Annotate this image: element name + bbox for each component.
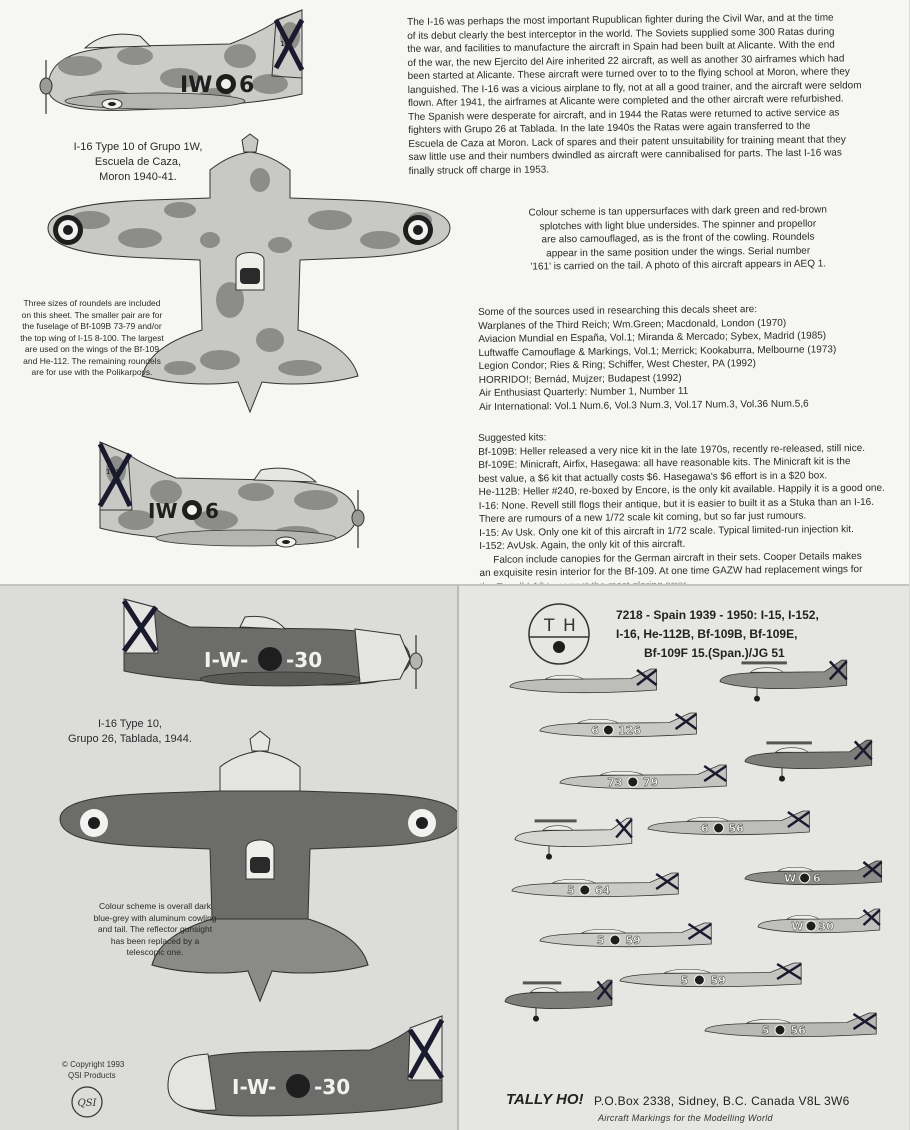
colour-scheme-line: Colour scheme is tan uppersurfaces with dark green and red-brown	[528, 204, 828, 219]
code-i-w-2: I-W-	[232, 1075, 277, 1099]
thumbnail-code: 5	[680, 974, 689, 987]
history-line: The Spanish were desperate for aircraft, and in 1944 the Ratas were returned to active service as	[408, 106, 840, 123]
kits-heading: Suggested kits:	[478, 432, 547, 444]
fold-line-vertical	[457, 585, 459, 1130]
thumbnail-code: 56	[790, 1024, 806, 1037]
source-item: Warplanes of the Third Reich; Wm.Green; Macdonald, London (1970)	[478, 317, 787, 332]
code-iw: IW	[180, 73, 213, 98]
sheet-title-line-3: Bf-109F 15.(Span.)/JG 51	[644, 646, 785, 660]
caption-1-line: Escuela de Caza,	[94, 156, 182, 168]
thumbnail-code: 5	[761, 1024, 770, 1037]
roundels-note-line: are used on the wings of the Bf-109	[24, 344, 160, 354]
kit-item: best value, a $6 kit that actually costs $6. Hasegawa's $6 effort is in a $20 box.	[478, 469, 828, 485]
i16-side-view-camo-right	[56, 430, 366, 570]
aircraft-thumbnail	[745, 861, 882, 885]
colour-scheme-2	[80, 901, 230, 959]
kit-item: Falcon include canopies for the German aircraft in their sets. Cooper Details makes	[479, 550, 862, 566]
aircraft-thumbnail	[505, 980, 612, 1021]
sheet-title-line-2: I-16, He-112B, Bf-109B, Bf-109E,	[616, 627, 798, 641]
tail-serial-2: 161	[106, 468, 120, 476]
code-30: -30	[286, 648, 323, 672]
history-line: finally struck off charge in 1953.	[408, 164, 550, 177]
history-line: languished. The I-16 was a vicious airplane to fly, not at all a good trainer, and the aircraft were seldom	[407, 79, 862, 96]
source-item: Air International: Vol.1 Num.6, Vol.3 Num.3, Vol.17 Num.3, Vol.36 Num.5,6	[479, 398, 809, 413]
colour-scheme-2-line: telescopic one.	[126, 947, 184, 957]
aircraft-thumbnail	[720, 660, 847, 701]
caption-2-line: Grupo 26, Tablada, 1944.	[68, 733, 192, 745]
source-item: HORRIDO!; Bernád, Mujzer; Budapest (1992)	[478, 372, 682, 386]
aircraft-thumbnail	[705, 1013, 876, 1037]
thumbnail-code: 64	[595, 884, 611, 897]
aircraft-thumbnail	[515, 818, 632, 859]
thumbnail-code: W	[784, 872, 797, 885]
history-line: saw little use and their numbers dwindled as aircraft were cannibalised for parts. The last I-16 was	[408, 147, 842, 163]
colour-scheme-2-line: Colour scheme is overall dark	[99, 901, 211, 911]
roundels-note	[2, 298, 182, 379]
logo-letter-t: T	[544, 616, 555, 636]
code-6: 6	[239, 73, 255, 98]
i16-top-view-bluegrey	[50, 737, 470, 1007]
thumbnail-code: 79	[643, 776, 659, 789]
i16-side-view-camo	[40, 6, 380, 134]
kit-item: I-16: None. Revell still flogs their antique, but it is easier to built it as a Stuka than an I-16.	[478, 496, 875, 512]
source-item: Aviacion Mundial en España, Vol.1; Miranda & Mercado; Sybex, Madrid (1985)	[478, 330, 827, 345]
caption-2-line: I-16 Type 10,	[97, 718, 162, 730]
aircraft-thumbnails	[498, 665, 898, 1065]
copyright	[62, 1059, 124, 1081]
kit-item: Bf-109E: Minicraft, Airfix, Hasegawa: all have reasonable kits. The Minicraft kit is the	[478, 456, 851, 471]
i16-side-view-bluegrey-right	[160, 1010, 455, 1125]
colour-scheme-line: '161' is carried on the tail. A photo of this aircraft appears in AEQ 1.	[530, 258, 827, 273]
thumbnail-code: 59	[710, 974, 726, 987]
qsi-logo-text: QSI	[77, 1098, 97, 1109]
kit-item: Bf-109B: Heller released a very nice kit in the late 1970s, recently re-released, still nice.	[478, 442, 866, 458]
sources-list	[478, 302, 899, 414]
colour-scheme-2-line: blue-grey with aluminum cowling	[93, 912, 217, 923]
aircraft-thumbnail	[745, 740, 872, 781]
aircraft-thumbnail	[758, 909, 880, 933]
aircraft-thumbnail	[510, 669, 657, 693]
history-line: fighters with Grupo 26 at Tablada. In the late 1940s the Ratas were again transferred to the	[408, 120, 811, 136]
thumbnail-code: 5	[596, 934, 605, 947]
roundels-note-line: the top wing of I-15 8-100. The largest	[20, 332, 164, 343]
aircraft-thumbnail	[648, 811, 809, 835]
history-line: flown. After 1941, the airframes at Alicante were completed and the other aircraft were refurbished.	[407, 93, 844, 109]
history-line: been started at Alicante. These aircraft were turned over to to the flying school at Moron, where they	[407, 66, 850, 82]
tail-serial: 161	[280, 40, 294, 48]
aircraft-thumbnail	[620, 963, 801, 987]
aircraft-thumbnail	[540, 713, 696, 737]
history-line: Escuela de Caza at Moron. Lack of spares and their patent unsuitability for training meant that they	[408, 133, 846, 150]
history-text	[407, 11, 907, 178]
colour-scheme-2-line: and tail. The reflector gunsight	[97, 924, 213, 934]
sources-heading: Some of the sources used in researching this decals sheet are:	[478, 304, 758, 318]
caption-1-line: I-16 Type 10 of Grupo 1W,	[73, 141, 203, 153]
code-30-2: -30	[314, 1075, 351, 1099]
source-item: Legion Condor; Ries & Ring; Schiffer, West Chester, PA (1992)	[478, 358, 757, 372]
thumbnail-code: 30	[818, 920, 834, 933]
kit-item: I-152: AvUsk. Again, the only kit of this aircraft.	[479, 538, 686, 552]
code-iw-2: IW	[148, 499, 178, 523]
colour-scheme-line: splotches with light blue undersides. The spinner and propellor	[539, 218, 817, 232]
thumbnail-code: 6	[701, 822, 709, 835]
tally-ho-logo	[520, 599, 598, 669]
roundels-note-line: are for use with the Polikarpovs.	[31, 367, 153, 377]
history-line: of its debut clearly the best interceptor in the world. The Soviets supplied some 300 Ratas during	[407, 26, 835, 42]
kit-item: There are rumours of a new 1/72 scale kit coming, but so far just rumours.	[478, 510, 807, 525]
thumbnail-code: 6	[591, 724, 599, 737]
fold-line-horizontal	[0, 584, 909, 586]
suggested-kits	[478, 427, 910, 593]
thumbnail-code: 59	[625, 934, 641, 947]
history-line: The I-16 was perhaps the most important Rupublican fighter during the Civil War, and at the time	[407, 12, 834, 28]
kit-item: I-15: Av Usk. Only one kit of this aircraft in 1/72 scale. Typical limited-run injection kit.	[479, 523, 854, 539]
bottom-left-panel	[0, 585, 458, 1130]
history-line: of the war, the new Ejercito del Aire inherited 22 aircraft, as well as another 30 airframes which had	[407, 52, 845, 69]
roundels-note-line: the fuselage of Bf-109B 73-79 and/or	[22, 321, 162, 331]
kit-item: He-112B: Heller #240, re-boxed by Encore, is the only kit available. Happily it is a good one.	[478, 482, 885, 498]
thumbnail-code: W	[791, 920, 804, 933]
history-line: the war, and facilities to manufacture the aircraft in Spain had been built at Alicante. With the end	[407, 39, 835, 55]
aircraft-thumbnail	[540, 923, 711, 947]
colour-scheme-line: appear in the same position under the wings. Serial number	[546, 245, 811, 259]
thumbnail-code: 6	[813, 872, 821, 885]
roundels-note-line: Three sizes of roundels are included	[23, 298, 161, 308]
thumbnail-code: 5	[566, 884, 575, 897]
aircraft-thumbnail	[512, 873, 678, 897]
roundels-note-line: and He-112. The remaining roundels	[23, 355, 161, 366]
roundels-note-line: on this sheet. The smaller pair are for	[21, 309, 163, 320]
colour-scheme-2-line: has been replaced by a	[110, 935, 200, 946]
thumbnail-code: 126	[618, 724, 641, 737]
logo-letter-h: H	[563, 616, 576, 636]
bottom-right-panel	[458, 585, 909, 1130]
qsi-logo	[70, 1085, 104, 1119]
code-6-2: 6	[205, 499, 219, 523]
source-item: Luftwaffe Camouflage & Markings, Vol.1; Merrick; Kookaburra, Melbourne (1973)	[478, 343, 837, 359]
source-item: Air Enthusiast Quarterly: Number 1, Number 11	[478, 385, 689, 399]
kit-item: an exquisite resin interior for the Bf-109. At one time GAZW had replacement wings for	[479, 563, 863, 579]
caption-1-line: Moron 1940-41.	[99, 171, 177, 183]
tagline: Aircraft Markings for the Modelling World	[598, 1113, 773, 1123]
copyright-line: QSI Products	[68, 1071, 116, 1080]
address: P.O.Box 2338, Sidney, B.C. Canada V8L 3W6	[594, 1094, 850, 1108]
colour-scheme-line: are also camouflaged, as is the front of the cowling. Roundels	[541, 231, 815, 246]
thumbnail-code: 56	[728, 822, 744, 835]
sheet-title-line-1: 7218 - Spain 1939 - 1950: I-15, I-152,	[616, 608, 819, 622]
code-i-w: I-W-	[204, 648, 249, 672]
i16-side-view-bluegrey	[110, 595, 430, 695]
thumbnail-code: 73	[607, 776, 623, 789]
copyright-line: © Copyright 1993	[62, 1060, 125, 1069]
colour-scheme-1	[478, 203, 879, 275]
aircraft-thumbnail	[560, 765, 726, 789]
brand-name: TALLY HO!	[506, 1091, 584, 1108]
